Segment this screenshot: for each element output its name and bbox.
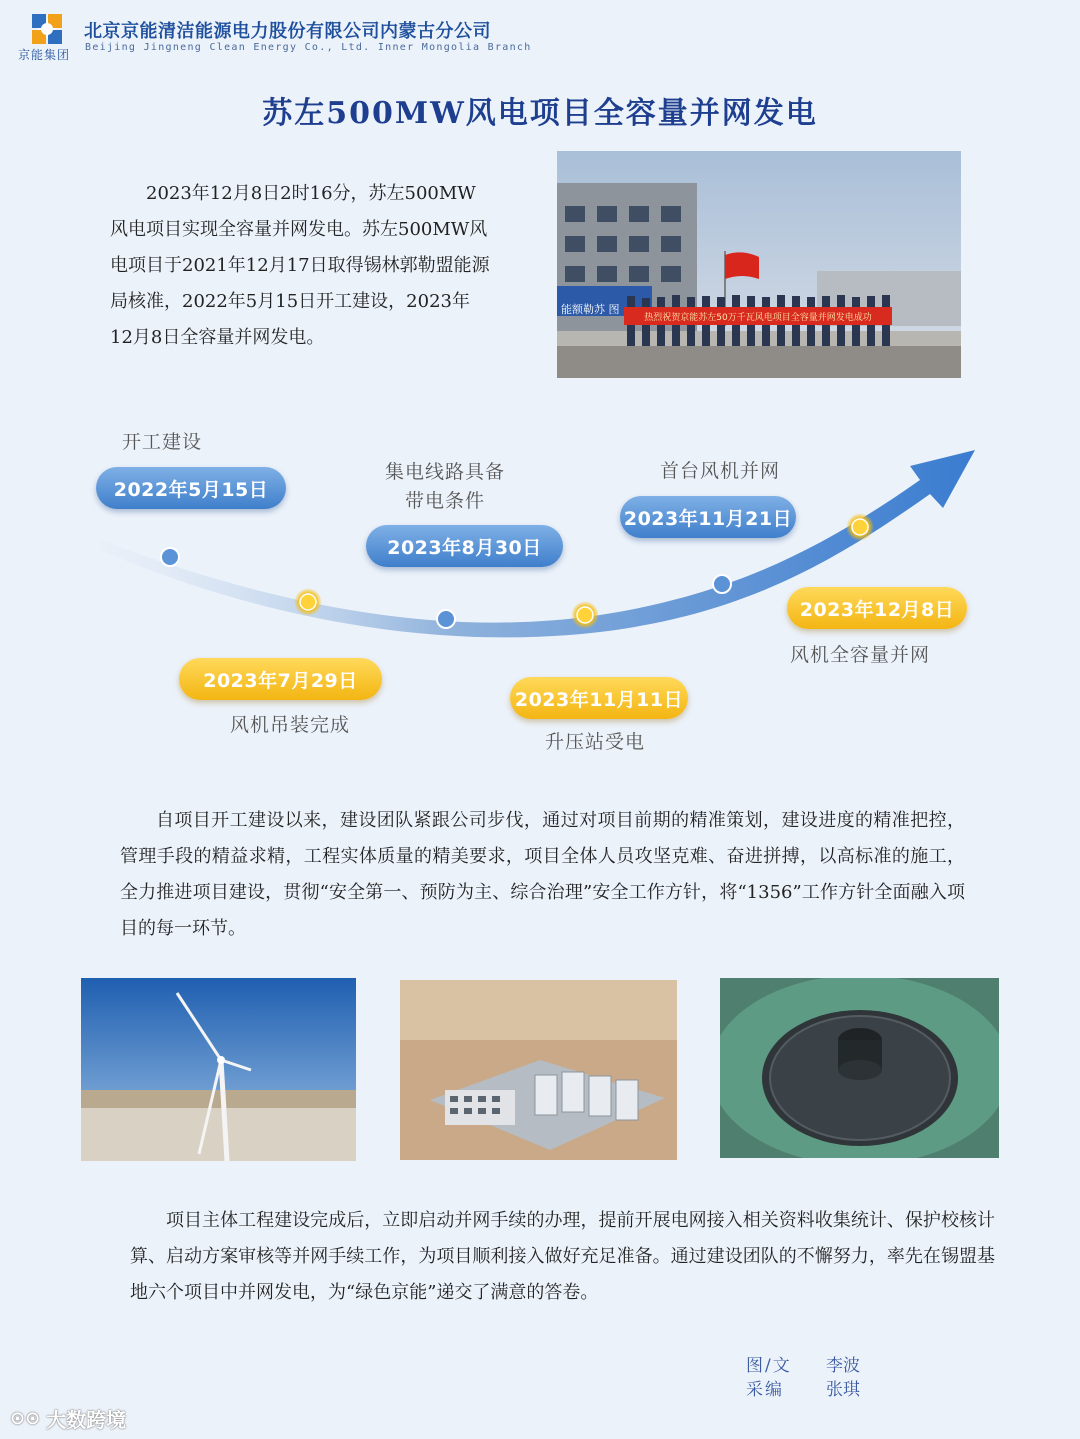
body-paragraph-2: 项目主体工程建设完成后，立即启动并网手续的办理，提前开展电网接入相关资料收集统计、保护校核计算、启动方案审核等并网手续工作，为项目顺利接入做好充足准备。通过建设团队的不懈努力，率先在锡盟基地六个项目中并网发电，为“绿色京能”递交了满意的答卷。	[130, 1210, 995, 1303]
building-sign: 能额勒苏 图	[561, 303, 620, 316]
body-paragraph-1: 自项目开工建设以来，建设团队紧跟公司步伐，通过对项目前期的精准策划，建设进度的精准把控，管理手段的精益求精，工程实体质量的精美要求，项目全体人员攻坚克难、奋进拼搏，以高标准的施工，全力推进项目建设，贯彻“安全第一、预防为主、综合治理”安全工作方针，将“1356”工作方针全面融入项目的每一环节。	[120, 810, 965, 939]
logo-text: 京能集团	[18, 48, 71, 62]
milestone-label-4: 升压站受电	[544, 731, 645, 753]
page-title: 苏左500MW风电项目全容量并网发电	[262, 96, 818, 131]
milestone-label-3-line1: 集电线路具备	[384, 461, 505, 483]
watermark-text: 大数跨境	[46, 1408, 127, 1432]
milestone-label-6: 风机全容量并网	[789, 644, 930, 666]
ceremony-banner: 热烈祝贺京能苏左50万千瓦风电项目全容量并网发电成功	[644, 313, 872, 323]
turbine-foundation-photo	[720, 978, 999, 1158]
milestone-dot-6-core	[852, 519, 868, 535]
milestone-label-3-line2: 带电条件	[404, 490, 485, 512]
milestone-label-5: 首台风机并网	[659, 460, 780, 482]
company-name-cn: 北京京能清洁能源电力股份有限公司内蒙古分公司	[84, 21, 491, 42]
credits-value-author: 李波	[826, 1356, 860, 1376]
milestone-dot-1	[161, 548, 179, 566]
milestone-dot-4-core	[577, 607, 593, 623]
wind-turbine-photo	[81, 978, 356, 1161]
company-logo-icon	[30, 12, 64, 46]
company-name-en: Beijing Jingneng Clean Energy Co., Ltd. Inner Mongolia Branch	[85, 42, 532, 53]
milestone-date-2: 2023年7月29日	[179, 658, 382, 700]
milestone-label-1: 开工建设	[122, 431, 203, 453]
substation-photo	[400, 980, 677, 1160]
milestone-dot-3	[437, 610, 455, 628]
credits-row-editor	[746, 1378, 860, 1402]
milestone-date-1: 2022年5月15日	[96, 467, 286, 509]
ceremony-photo	[557, 151, 961, 378]
intro-paragraph: 2023年12月8日2时16分，苏左500MW风电项目实现全容量并网发电。苏左500MW风电项目于2021年12月17日取得锡林郭勒盟能源局核准，2022年5月15日开工建设，2023年12月8日全容量并网发电。	[110, 183, 490, 348]
credits-row-author	[746, 1354, 860, 1378]
milestone-label-2: 风机吊装完成	[229, 714, 350, 736]
watermark	[10, 1404, 126, 1433]
milestone-dot-5	[713, 575, 731, 593]
credits-label-editor: 采编	[746, 1380, 784, 1400]
milestone-date-6: 2023年12月8日	[787, 587, 967, 629]
watermark-logo-icon: ⊙⊙	[10, 1408, 41, 1429]
milestone-date-4: 2023年11月11日	[510, 677, 688, 719]
milestone-label-3	[345, 458, 545, 516]
credits-block	[746, 1354, 860, 1402]
milestone-date-3: 2023年8月30日	[366, 525, 563, 567]
credits-label-author: 图/文	[746, 1356, 792, 1376]
milestone-date-5: 2023年11月21日	[620, 496, 796, 538]
credits-value-editor: 张琪	[826, 1380, 860, 1400]
milestone-dot-2-core	[300, 594, 316, 610]
